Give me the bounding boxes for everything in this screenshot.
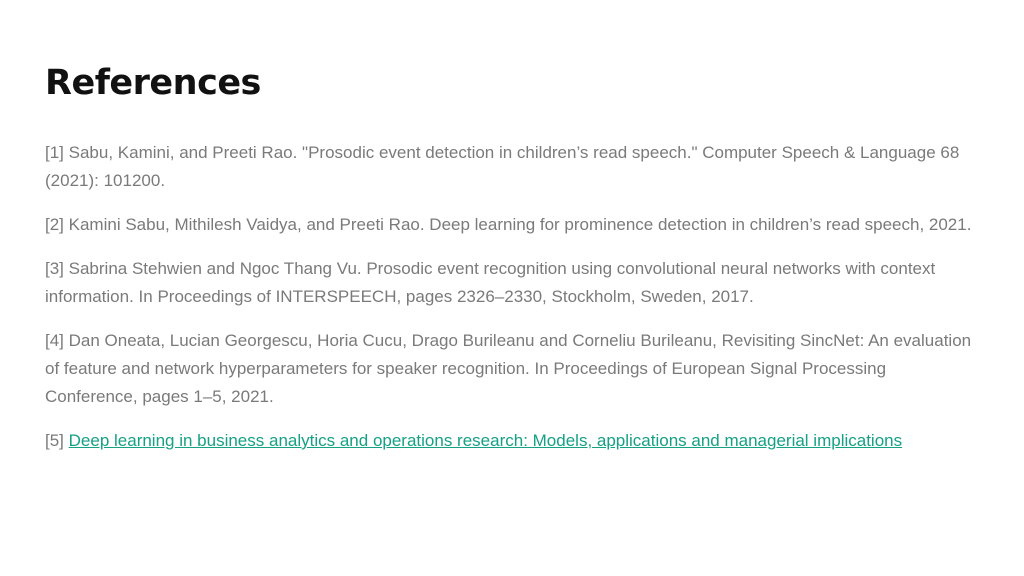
reference-list bbox=[45, 139, 975, 471]
reference-text: Dan Oneata, Lucian Georgescu, Horia Cucu, Drago Burileanu and Corneliu Burileanu, Revisiting SincNet: An evaluation of feature and network hyperparameters for speaker recognition. In Proceedings of European Signal Processing Conference, pages 1–5, 2021. bbox=[45, 331, 972, 406]
reference-item-3 bbox=[45, 255, 975, 311]
reference-number: [4] bbox=[45, 331, 64, 350]
reference-item-5 bbox=[45, 427, 975, 455]
reference-number: [3] bbox=[45, 259, 64, 278]
reference-number: [5] bbox=[45, 431, 64, 450]
reference-text: Sabu, Kamini, and Preeti Rao. "Prosodic event detection in children’s read speech." Computer Speech & Language 68 (2021): 101200. bbox=[45, 143, 960, 190]
reference-number: [1] bbox=[45, 143, 64, 162]
reference-item-2 bbox=[45, 211, 975, 239]
reference-item-4 bbox=[45, 327, 975, 411]
reference-item-1 bbox=[45, 139, 975, 195]
reference-number: [2] bbox=[45, 215, 64, 234]
reference-text: Kamini Sabu, Mithilesh Vaidya, and Preeti Rao. Deep learning for prominence detection in children’s read speech, 2021. bbox=[68, 215, 972, 234]
reference-text: Sabrina Stehwien and Ngoc Thang Vu. Prosodic event recognition using convolutional neural networks with context information. In Proceedings of INTERSPEECH, pages 2326–2330, Stockholm, Sweden, 2017. bbox=[45, 259, 936, 306]
page-title: References bbox=[45, 63, 261, 103]
reference-link[interactable]: Deep learning in business analytics and operations research: Models, applications and managerial implications bbox=[68, 431, 903, 450]
